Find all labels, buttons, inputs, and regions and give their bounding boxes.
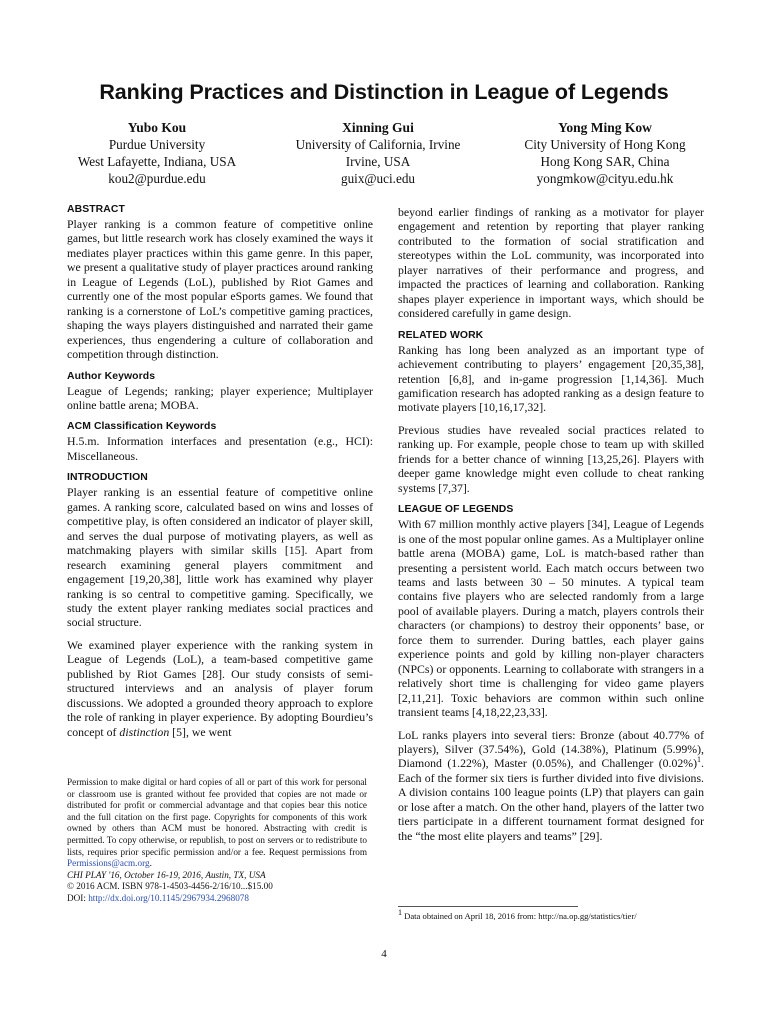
- intro-paragraph-2: We examined player experience with the ranking system in League of Legends (LoL), a team-based competitive game published by Riot Games [28]. Our study consists of semi-structured interviews and an analysis of player forum discussions. We adopted a grounded theory approach to explore the role of ranking in player experience. By adopting Bourdieu’s concept of distinction [5], we went: [67, 637, 373, 739]
- permission-text: Permission to make digital or hard copies of all or part of this work for personal or classroom use is granted without fee provided that copies are not made or distributed for profit or commercial advantage and that copies bear this notice and the full citation on the first page. Copyrights for components of this work owned by others than ACM must be honored. Abstracting with credit is permitted. To copy otherwise, or republish, to post on servers or to redistribute to lists, requires prior specific permission and/or a fee. Request permissions from: [67, 777, 367, 857]
- right-column: [398, 205, 704, 851]
- keywords-heading: Author Keywords: [67, 370, 156, 382]
- permission-block: Permission to make digital or hard copies of all or part of this work for personal or classroom use is granted without fee provided that copies are not made or distributed for profit or commercial advantage and that copies bear this notice and the full citation on the first page. Copyrights for components of this work owned by others than ACM must be honored. Abstracting with credit is permitted. To copy otherwise, or republish, to post on servers or to redistribute to lists, requires prior specific permission and/or a fee. Request permissions from Permissions@acm.org. CHI PLAY '16, October 16-19, 2016, Austin, TX, USA © 2016 ACM. ISBN 978-1-4503-4456-2/16/10...$15.00 DOI: http://dx.doi.org/10.1145/2967934.2968078: [67, 777, 367, 903]
- intro-continuation: beyond earlier findings of ranking as a motivator for player engagement and retention by reporting that player ranking contributed to the formation of social stratification and stereotypes within the LoL community, was incorporated into player narratives of their performance and progress, and impacted the practices of learning and collaboration. Ranking shapes player experience in important ways, which should be considered carefully in game design.: [398, 205, 704, 321]
- paper-title: Ranking Practices and Distinction in League of Legends: [99, 80, 669, 104]
- author-email: kou2@purdue.edu: [108, 171, 206, 186]
- footnote-ref: 1: [697, 755, 702, 765]
- author-affiliation: City University of Hong Kong: [524, 137, 686, 152]
- left-column: [67, 203, 373, 747]
- permission-email-link[interactable]: Permissions@acm.org: [67, 858, 150, 869]
- doi-link[interactable]: http://dx.doi.org/10.1145/2967934.2968078: [88, 892, 249, 903]
- related-paragraph-2: Previous studies have revealed social practices related to ranking up. For example, people chose to team up with skilled friends for a better chance of winning [13,25,26]. Players with deeper game knowledge might even collude to cheat ranking systems [7,37].: [398, 422, 704, 495]
- author-name: Xinning Gui: [342, 120, 414, 135]
- author-2: [264, 119, 492, 187]
- venue-line: CHI PLAY '16, October 16-19, 2016, Austin, TX, USA: [67, 869, 266, 880]
- introduction-heading: INTRODUCTION: [67, 472, 148, 484]
- author-1: [50, 119, 264, 187]
- author-email: guix@uci.edu: [340, 171, 416, 186]
- footnote-divider: [398, 906, 578, 907]
- doi-line: DOI: http://dx.doi.org/10.1145/2967934.2968078: [67, 892, 249, 903]
- author-email: yongmkow@cityu.edu.hk: [536, 171, 674, 186]
- page-number: 4: [381, 948, 387, 960]
- author-name: Yubo Kou: [127, 120, 187, 135]
- author-block: [50, 119, 718, 187]
- intro-paragraph-1: Player ranking is an essential feature of competitive online games. A ranking score, calculated based on wins and losses of competitive play, is often considered an indicator of player skill, and serves the dual purpose of motivating players, as well as matchmaking players with similar skills [15]. Apart from research examining general players commitment and engagement [19,20,38], little work has examined why player ranking is so central to competitive gaming. Specifically, we study the extent player ranking mediates social practices and social structure.: [67, 485, 373, 630]
- acm-heading: ACM Classification Keywords: [67, 421, 217, 433]
- acm-text: H.5.m. Information interfaces and presentation (e.g., HCI): Miscellaneous.: [67, 434, 373, 463]
- author-location: Hong Kong SAR, China: [540, 154, 670, 169]
- author-affiliation: Purdue University: [108, 137, 206, 152]
- copyright-line: © 2016 ACM. ISBN 978-1-4503-4456-2/16/10...$15.00: [67, 881, 273, 892]
- lol-paragraph-2: LoL ranks players into several tiers: Bronze (about 40.77% of players), Silver (37.54%), Gold (14.38%), Platinum (5.99%), Diamond (1.22%), Master (0.05%), and Challenger $(0.02\%)^1$. Each of the former six tiers is further divided into five divisions. A division contains 100 league points (LP) that players can gain or lose after a match. On the other hand, players of the latter two tiers participate in a different tournament format designed for the “the most elite players and teams” [29].: [398, 727, 704, 843]
- footnote: 1 Data obtained on April 18, 2016 from: http://na.op.gg/statistics/tier/: [398, 908, 637, 921]
- abstract-heading: ABSTRACT: [67, 204, 125, 215]
- author-name: Yong Ming Kow: [558, 120, 652, 135]
- related-work-heading: RELATED WORK: [398, 329, 484, 341]
- author-location: Irvine, USA: [345, 154, 411, 169]
- keywords-text: League of Legends; ranking; player experience; Multiplayer online battle arena; MOBA.: [67, 383, 373, 412]
- author-3: [492, 119, 718, 187]
- author-affiliation: University of California, Irvine: [295, 137, 461, 152]
- related-paragraph-1: Ranking has long been analyzed as an important type of achievement contributing to players’ engagement [20,35,38], retention [6,8], and in-game progression [1,14,36]. Much gamification research has adopted ranking as a design feature to motivate players [10,16,17,32].: [398, 342, 704, 415]
- abstract-text: Player ranking is a common feature of competitive online games, but little research work has closely examined the ways it mediates player practices within this game genre. In this paper, we present a qualitative study of player practices around ranking in League of Legends (LoL), published by Riot Games and currently one of the most popular eSports games. We found that ranking is a cornerstone of LoL’s competitive gaming practices, shaping the ways players distinguished and narrated their game experiences, thus engendering a culture of collaboration and competition through distinction.: [67, 217, 373, 362]
- lol-paragraph-1: With 67 million monthly active players [34], League of Legends is one of the most popular online games. As a Multiplayer online battle arena (MOBA) game, LoL is match-based rather than presenting a persistent world. Each match occurs between two teams and lasts between 30 – 50 minutes. A typical team contains five players who are selected randomly from a large pool of available players. During a match, players controls their characters (or champions) to destroy their opponents’ base, or force them to surrender. During battles, each player gains experience points and gold by killing non-player characters (NPCs) or opponents. Learning to collaborate with strangers in a relatively short time is challenging for video game players [2,11,21]. Toxic behaviors are common within such online transient teams [4,18,22,23,33].: [398, 517, 705, 720]
- league-of-legends-heading: LEAGUE OF LEGENDS: [398, 504, 514, 516]
- author-location: West Lafayette, Indiana, USA: [77, 154, 237, 169]
